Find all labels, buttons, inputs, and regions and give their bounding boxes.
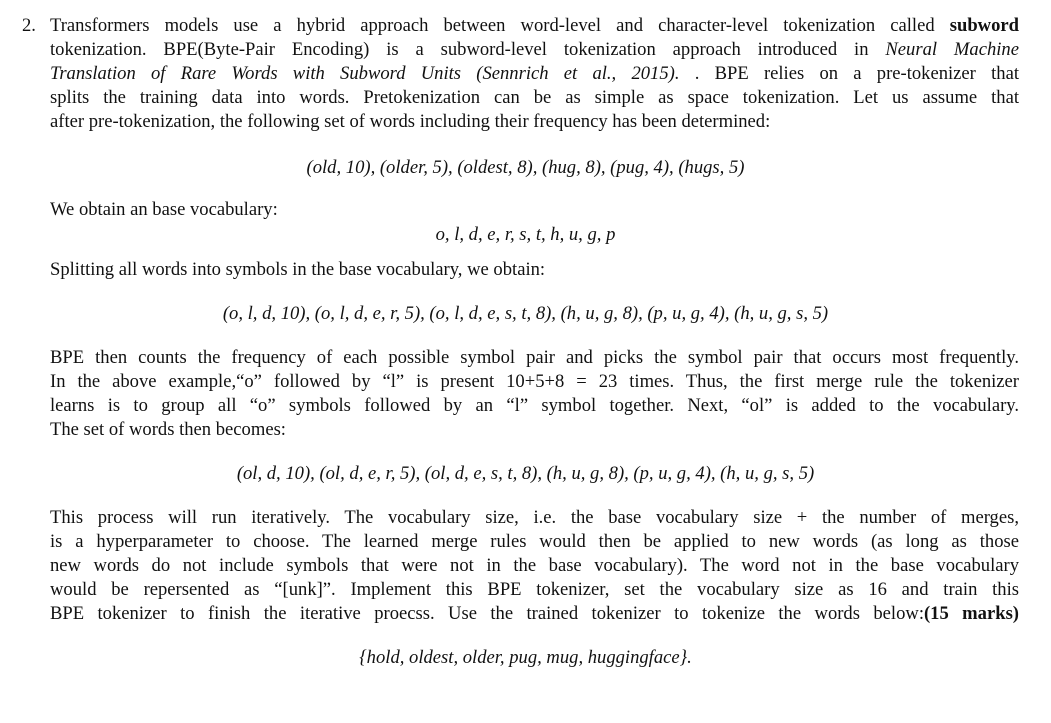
- italic-citation: Translation of Rare Words with Subword Units (Sennrich et al., 2015).: [50, 63, 680, 84]
- intro-line-3: Translation of Rare Words with Subword Units (Sennrich et al., 2015). . BPE relies on a pre-tokenizer that: [50, 63, 1019, 84]
- question-number: 2.: [22, 15, 36, 36]
- intro-line-5: after pre-tokenization, the following set of words including their frequency has been determined:: [50, 111, 771, 132]
- merge-line-2: In the above example,“o” followed by “l” is present 10+5+8 = 23 times. Thus, the first merge rule the tokenizer: [50, 371, 1019, 392]
- intro-line-2: tokenization. BPE(Byte-Pair Encoding) is a subword-level tokenization approach introduced in Neural Machine: [50, 39, 1019, 60]
- base-vocab-label: We obtain an base vocabulary:: [50, 199, 278, 220]
- italic-citation-start: Neural Machine: [885, 39, 1019, 60]
- process-line-4: would be repersented as “[unk]”. Implement this BPE tokenizer, set the vocabulary size as 16 and train this: [50, 579, 1019, 600]
- equation-words-frequency: (old, 10), (older, 5), (oldest, 8), (hug, 8), (pug, 4), (hugs, 5): [306, 157, 745, 178]
- process-line-1: This process will run iteratively. The vocabulary size, i.e. the base vocabulary size + the number of merges,: [50, 507, 1019, 528]
- intro-line-1: Transformers models use a hybrid approach between word-level and character-level tokenization called subword: [50, 15, 1019, 36]
- bold-term-subword: subword: [949, 15, 1019, 36]
- process-paragraph: [50, 506, 1019, 626]
- marks-label: (15 marks): [923, 603, 1019, 624]
- merge-line-4: The set of words then becomes:: [50, 419, 286, 440]
- merge-line-1: BPE then counts the frequency of each possible symbol pair and picks the symbol pair that occurs most frequently.: [50, 347, 1019, 368]
- intro-paragraph: [50, 14, 1019, 134]
- split-label: Splitting all words into symbols in the base vocabulary, we obtain:: [50, 259, 546, 280]
- equation-base-vocab: o, l, d, e, r, s, t, h, u, g, p: [435, 224, 616, 245]
- process-line-2: is a hyperparameter to choose. The learned merge rules would then be applied to new words (as long as those: [50, 531, 1019, 552]
- equation-merged-symbols: (ol, d, 10), (ol, d, e, r, 5), (ol, d, e, s, t, 8), (h, u, g, 8), (p, u, g, 4), (h, u, g, s, 5): [236, 463, 815, 484]
- intro-line-4: splits the training data into words. Pretokenization can be as simple as space tokenization. Let us assume that: [50, 87, 1019, 108]
- equation-test-words: {hold, oldest, older, pug, mug, huggingface}.: [359, 647, 692, 668]
- merge-paragraph: [50, 346, 1019, 442]
- process-line-5: BPE tokenizer to finish the iterative proecss. Use the trained tokenizer to tokenize the words below:(15 marks): [50, 603, 1019, 624]
- process-line-3: new words do not include symbols that were not in the base vocabulary). The word not in the base vocabulary: [50, 555, 1019, 576]
- merge-line-3: learns is to group all “o” symbols followed by an “l” symbol together. Next, “ol” is added to the vocabulary.: [50, 395, 1019, 416]
- equation-split-symbols: (o, l, d, 10), (o, l, d, e, r, 5), (o, l, d, e, s, t, 8), (h, u, g, 8), (p, u, g, 4), (h, u, g, s, 5): [222, 303, 829, 324]
